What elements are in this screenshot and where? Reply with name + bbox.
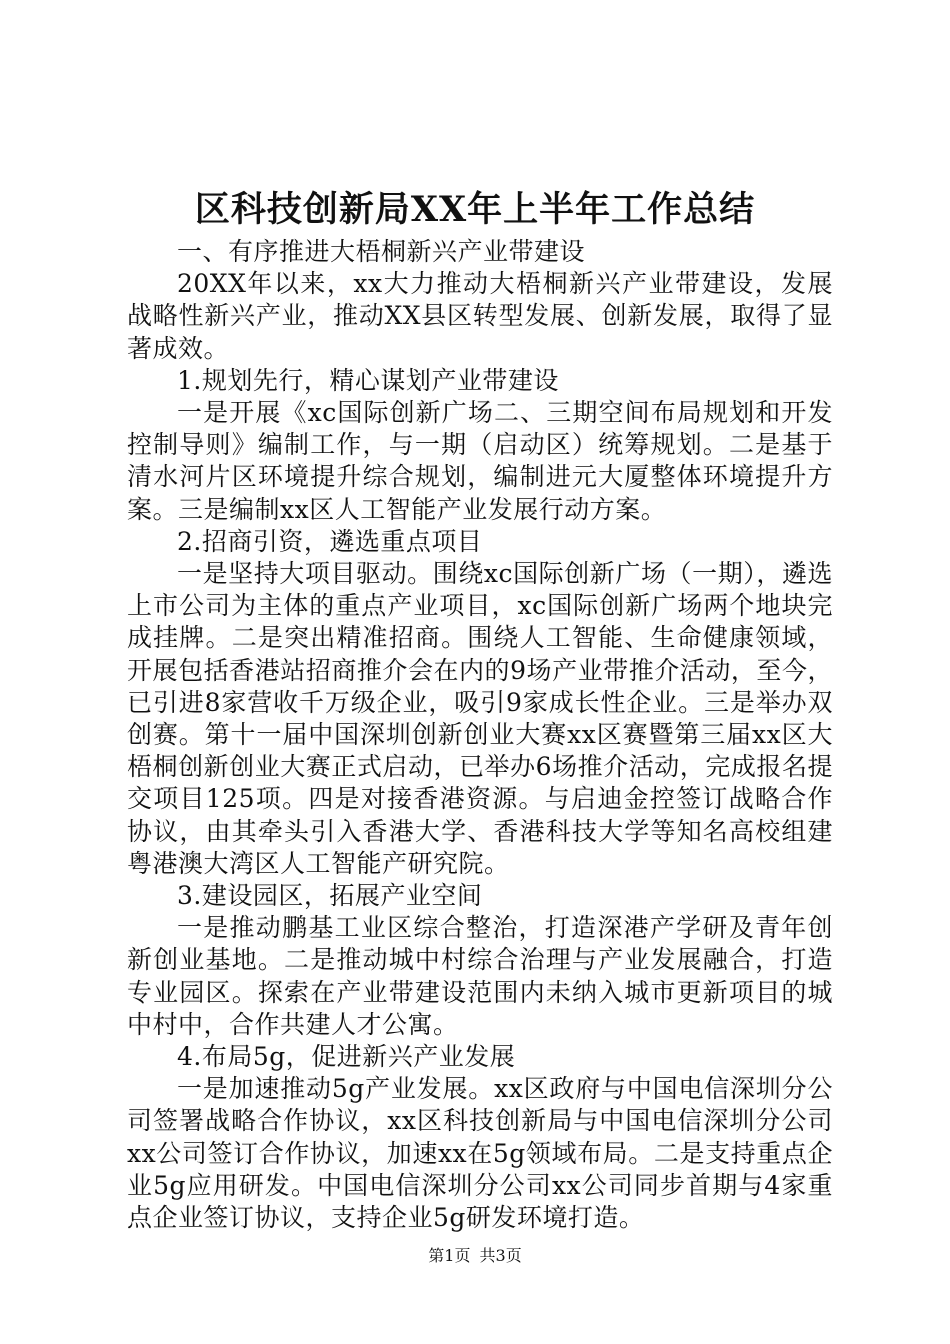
document-body — [127, 236, 833, 1234]
paragraph-1: 一是开展《xc国际创新广场二、三期空间布局规划和开发控制导则》编制工作，与一期（启动区）统筹规划。二是基于清水河片区环境提升综合规划，编制进元大厦整体环境提升方案。三是编制xx区人工智能产业发展行动方案。 — [127, 398, 833, 524]
paragraph-2: 一是坚持大项目驱动。围绕xc国际创新广场（一期），遴选上市公司为主体的重点产业项目，xc国际创新广场两个地块完成挂牌。二是突出精准招商。围绕人工智能、生命健康领域，开展包括香港站招商推介会在内的9场产业带推介活动，至今，已引进8家营收千万级企业，吸引9家成长性企业。三是举办双创赛。第十一届中国深圳创新创业大赛xx区赛暨第三届xx区大梧桐创新创业大赛正式启动，已举办6场推介活动，完成报名提交项目125项。四是对接香港资源。与启迪金控签订战略合作协议，由其牵头引入香港大学、香港科技大学等知名高校组建粤港澳大湾区人工智能产研究院。 — [127, 559, 833, 878]
page-footer — [0, 1244, 950, 1268]
subheading-1: 1.规划先行，精心谋划产业带建设 — [177, 365, 559, 395]
paragraph-4: 一是加速推动5g产业发展。xx区政府与中国电信深圳分公司签署战略合作协议，xx区科技创新局与中国电信深圳分公司xx公司签订合作协议，加速xx在5g领域布局。二是支持重点企业5g应用研发。中国电信深圳分公司xx公司同步首期与4家重点企业签订协议，支持企业5g研发环境打造。 — [127, 1074, 833, 1233]
page-total: 共3页 — [479, 1246, 522, 1265]
document-title: 区科技创新局XX年上半年工作总结 — [194, 189, 756, 230]
page-number: 第1页 — [428, 1246, 471, 1265]
subheading-3: 3.建设园区，拓展产业空间 — [177, 881, 483, 911]
paragraph-3: 一是推动鹏基工业区综合整治，打造深港产学研及青年创新创业基地。二是推动城中村综合治理与产业发展融合，打造专业园区。探索在产业带建设范围内未纳入城市更新项目的城中村中，合作共建人才公寓。 — [127, 913, 833, 1039]
paragraph-intro: 20XX年以来，xx大力推动大梧桐新兴产业带建设，发展战略性新兴产业，推动XX县区转型发展、创新发展，取得了显著成效。 — [127, 269, 833, 363]
subheading-4: 4.布局5g，促进新兴产业发展 — [177, 1042, 516, 1072]
section-heading-1: 一、有序推进大梧桐新兴产业带建设 — [177, 237, 586, 266]
subheading-2: 2.招商引资，遴选重点项目 — [177, 526, 483, 556]
